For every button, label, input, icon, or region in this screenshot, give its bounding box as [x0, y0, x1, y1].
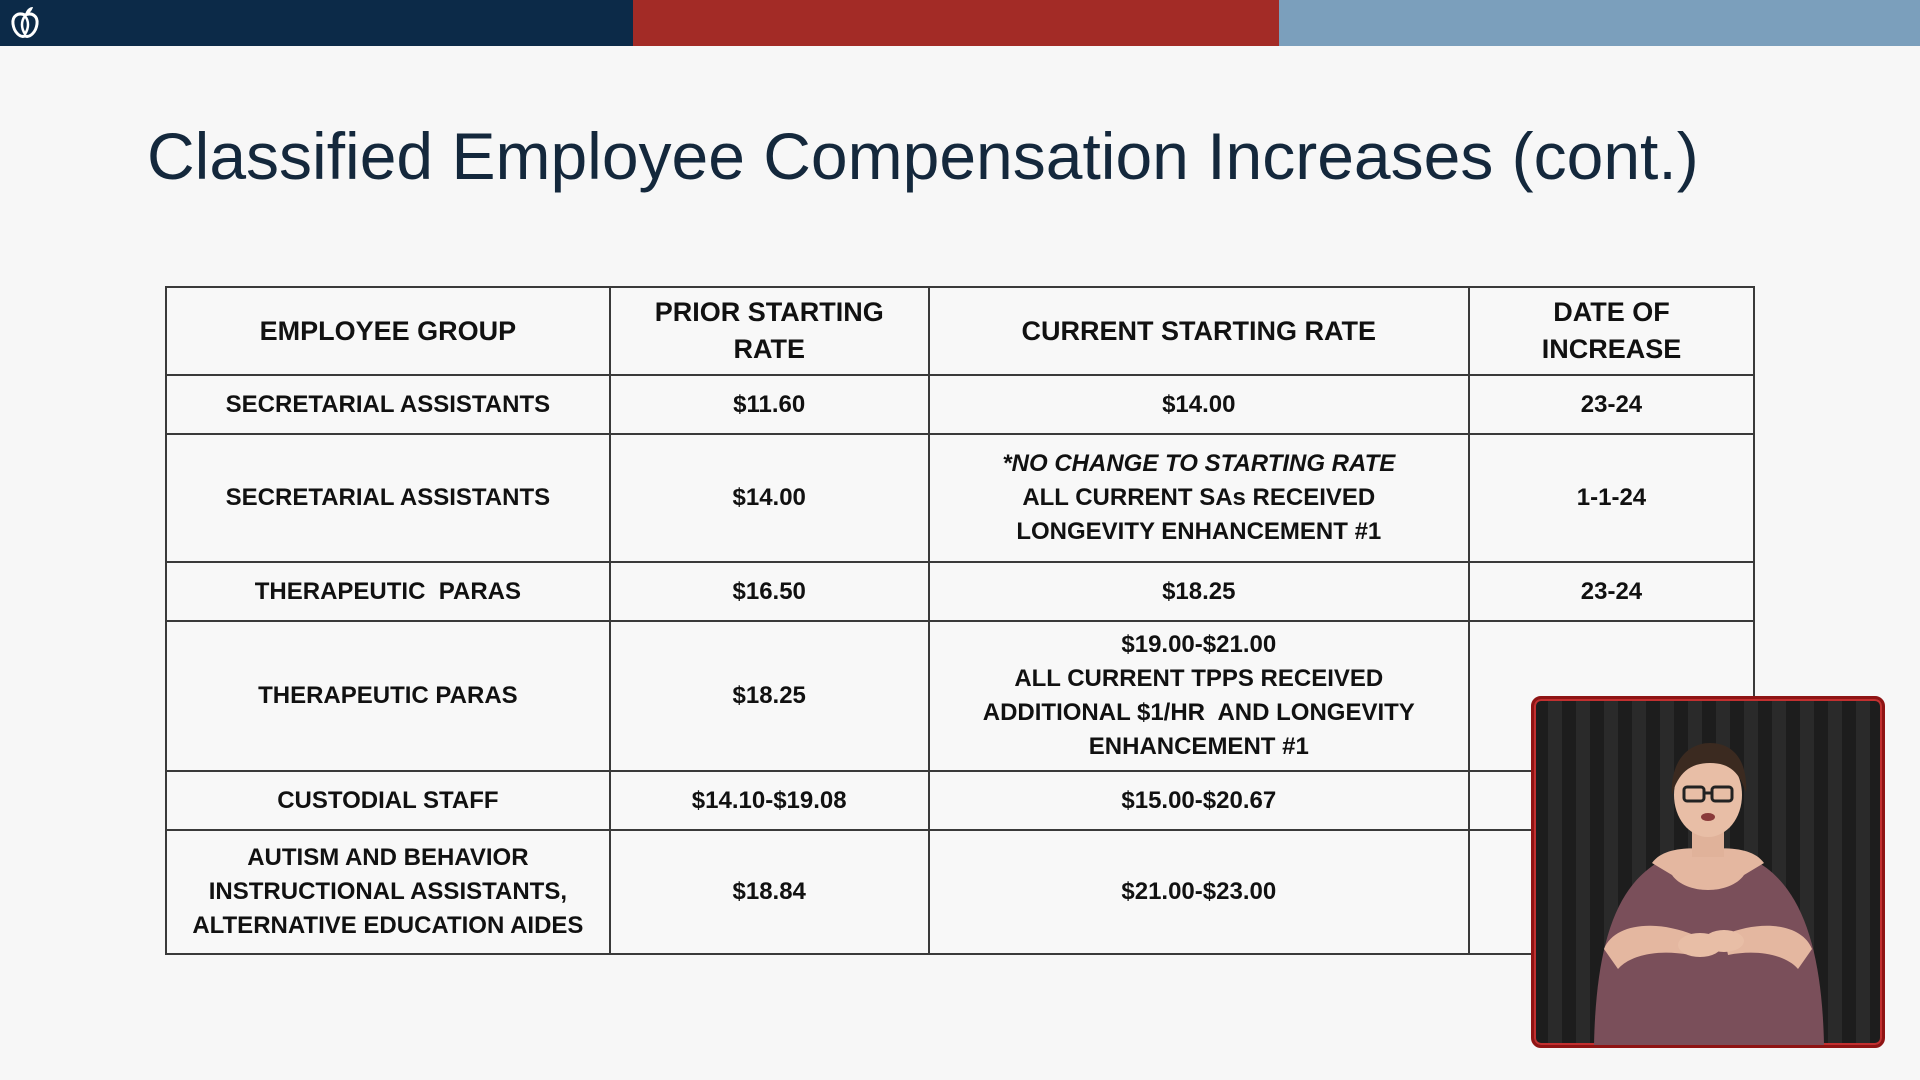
cell-prior-rate: $18.25	[610, 621, 929, 771]
top-color-bar	[0, 0, 1920, 46]
table-row	[166, 434, 1754, 562]
apple-leaf-logo-icon	[6, 4, 44, 42]
compensation-table	[165, 286, 1755, 955]
header-date-line1: DATE OF	[1553, 297, 1670, 327]
cell-current-rate: $14.00	[929, 375, 1469, 434]
cell-date: 23-24	[1469, 375, 1754, 434]
group-line3: ALTERNATIVE EDUCATION AIDES	[192, 912, 584, 939]
cell-prior-rate: $11.60	[610, 375, 929, 434]
cell-date: 1-1-24	[1469, 434, 1754, 562]
sign-language-interpreter-video[interactable]	[1531, 696, 1885, 1048]
current-rate-line1: $19.00-$21.00	[1121, 631, 1277, 658]
table-row	[166, 771, 1754, 830]
interpreter-figure-icon	[1534, 699, 1882, 1045]
cell-employee-group: THERAPEUTIC PARAS	[166, 562, 610, 621]
table-row	[166, 562, 1754, 621]
cell-prior-rate: $14.00	[610, 434, 929, 562]
cell-employee-group: SECRETARIAL ASSISTANTS	[166, 434, 610, 562]
current-rate-note-line2: ALL CURRENT SAs RECEIVED	[1022, 484, 1376, 511]
header-prior-starting-rate	[610, 287, 929, 375]
table-row	[166, 621, 1754, 771]
header-date-line2: INCREASE	[1541, 334, 1682, 364]
current-rate-note-line1: *NO CHANGE TO STARTING RATE	[1002, 450, 1396, 477]
current-rate-line4: ENHANCEMENT #1	[1088, 733, 1309, 760]
current-rate-line2: ALL CURRENT TPPS RECEIVED	[1014, 665, 1384, 692]
header-date-of-increase	[1469, 287, 1754, 375]
cell-employee-group	[166, 830, 610, 954]
header-prior-line1: PRIOR STARTING	[654, 297, 884, 327]
top-bar-blue-segment	[1279, 0, 1920, 46]
cell-prior-rate: $18.84	[610, 830, 929, 954]
current-rate-line3: ADDITIONAL $1/HR AND LONGEVITY	[982, 699, 1415, 726]
cell-current-rate: $15.00-$20.67	[929, 771, 1469, 830]
group-line2: INSTRUCTIONAL ASSISTANTS,	[208, 878, 567, 905]
header-prior-line2: RATE	[733, 334, 805, 364]
table-row	[166, 375, 1754, 434]
cell-current-rate: $18.25	[929, 562, 1469, 621]
cell-employee-group: CUSTODIAL STAFF	[166, 771, 610, 830]
table-header-row	[166, 287, 1754, 375]
slide-title: Classified Employee Compensation Increases (cont.)	[147, 119, 1699, 193]
top-bar-red-segment	[633, 0, 1279, 46]
cell-date: 23-24	[1469, 562, 1754, 621]
cell-current-rate: $21.00-$23.00	[929, 830, 1469, 954]
cell-current-rate	[929, 621, 1469, 771]
cell-employee-group: THERAPEUTIC PARAS	[166, 621, 610, 771]
current-rate-note-line3: LONGEVITY ENHANCEMENT #1	[1016, 518, 1382, 545]
cell-current-rate	[929, 434, 1469, 562]
header-current-starting-rate: CURRENT STARTING RATE	[929, 287, 1469, 375]
top-bar-navy-segment	[0, 0, 633, 46]
cell-employee-group: SECRETARIAL ASSISTANTS	[166, 375, 610, 434]
header-employee-group: EMPLOYEE GROUP	[166, 287, 610, 375]
table-row	[166, 830, 1754, 954]
group-line1: AUTISM AND BEHAVIOR	[247, 844, 529, 871]
cell-prior-rate: $16.50	[610, 562, 929, 621]
cell-prior-rate: $14.10-$19.08	[610, 771, 929, 830]
